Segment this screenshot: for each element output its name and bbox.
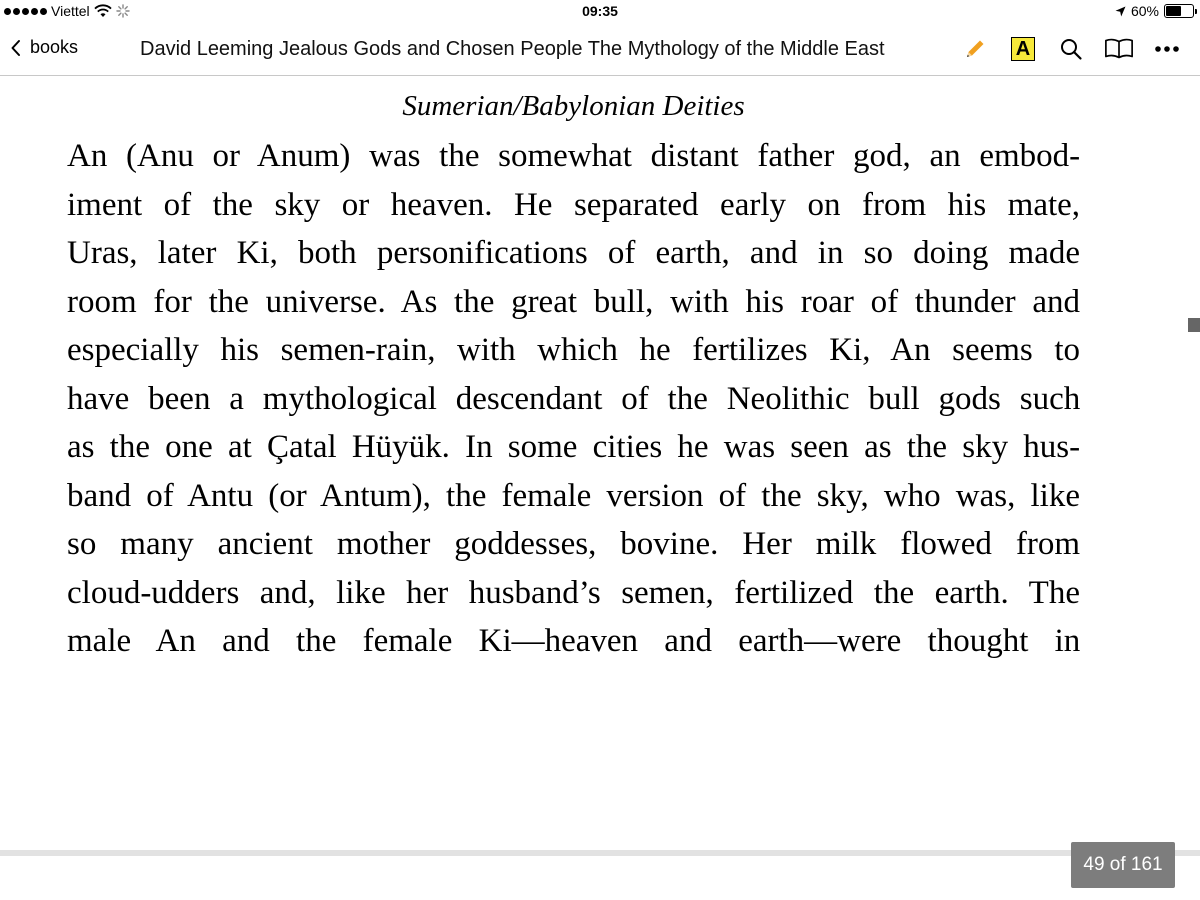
section-heading: Sumerian/Babylonian Deities [402, 90, 745, 122]
book-icon [1104, 37, 1134, 61]
battery-level-fill [1166, 6, 1181, 16]
carrier-name: Viettel [51, 3, 90, 19]
page-number-badge: 49 of 161 [1071, 842, 1175, 888]
table-of-contents-button[interactable] [1104, 34, 1134, 64]
text-line: so many ancient mother goddesses, bovine. Her milk flowed from [67, 526, 1080, 562]
text-line: room for the universe. As the great bull, with his roar of thunder and [67, 283, 1080, 320]
toolbar-actions [960, 34, 1182, 64]
text-line: cloud-udders and, like her husband’s semen, fertilized the earth. The [67, 574, 1080, 611]
font-settings-button[interactable] [1008, 34, 1038, 64]
text-line: An (Anu or Anum) was the somewhat distant father god, an embod- [67, 138, 1081, 174]
book-title: David Leeming Jealous Gods and Chosen People The Mythology of the Middle East [140, 38, 885, 60]
back-to-books-button[interactable] [10, 37, 78, 58]
annotate-button[interactable] [960, 34, 990, 64]
search-icon [1059, 37, 1083, 61]
text-line: especially his semen-rain, with which he fertilizes Ki, An seems to [67, 332, 1080, 368]
page-scrubber-track[interactable] [0, 850, 1200, 856]
text-line: male An and the female Ki—heaven and earth—were thought in [67, 623, 1081, 659]
text-line: band of Antu (or Antum), the female version of the sky, who was, like [67, 477, 1080, 514]
battery-percent: 60% [1130, 3, 1159, 19]
text-line: have been a mythological descendant of the Neolithic bull gods such [67, 380, 1081, 417]
clock: 09:35 [582, 3, 618, 19]
text-line: iment of the sky or heaven. He separated early on from his mate, [67, 186, 1081, 223]
status-right [1115, 3, 1194, 19]
pencil-icon [963, 37, 987, 61]
scroll-indicator[interactable] [1188, 318, 1200, 332]
chevron-left-icon [10, 39, 22, 57]
location-arrow-icon [1115, 6, 1126, 17]
book-page [67, 80, 1080, 666]
body-text [67, 132, 1080, 666]
back-label: books [30, 37, 79, 57]
text-line: as the one at Çatal Hüyük. In some cities he was seen as the sky hus- [67, 429, 1081, 465]
battery-icon [1164, 4, 1194, 18]
text-line: Uras, later Ki, both personifications of earth, and in so doing made [67, 235, 1080, 271]
reader-toolbar [0, 24, 1200, 76]
more-options-button[interactable] [1152, 34, 1182, 64]
font-settings-label: A [1011, 37, 1035, 61]
search-button[interactable] [1056, 34, 1086, 64]
status-bar [0, 0, 1200, 24]
more-icon [1154, 45, 1180, 53]
